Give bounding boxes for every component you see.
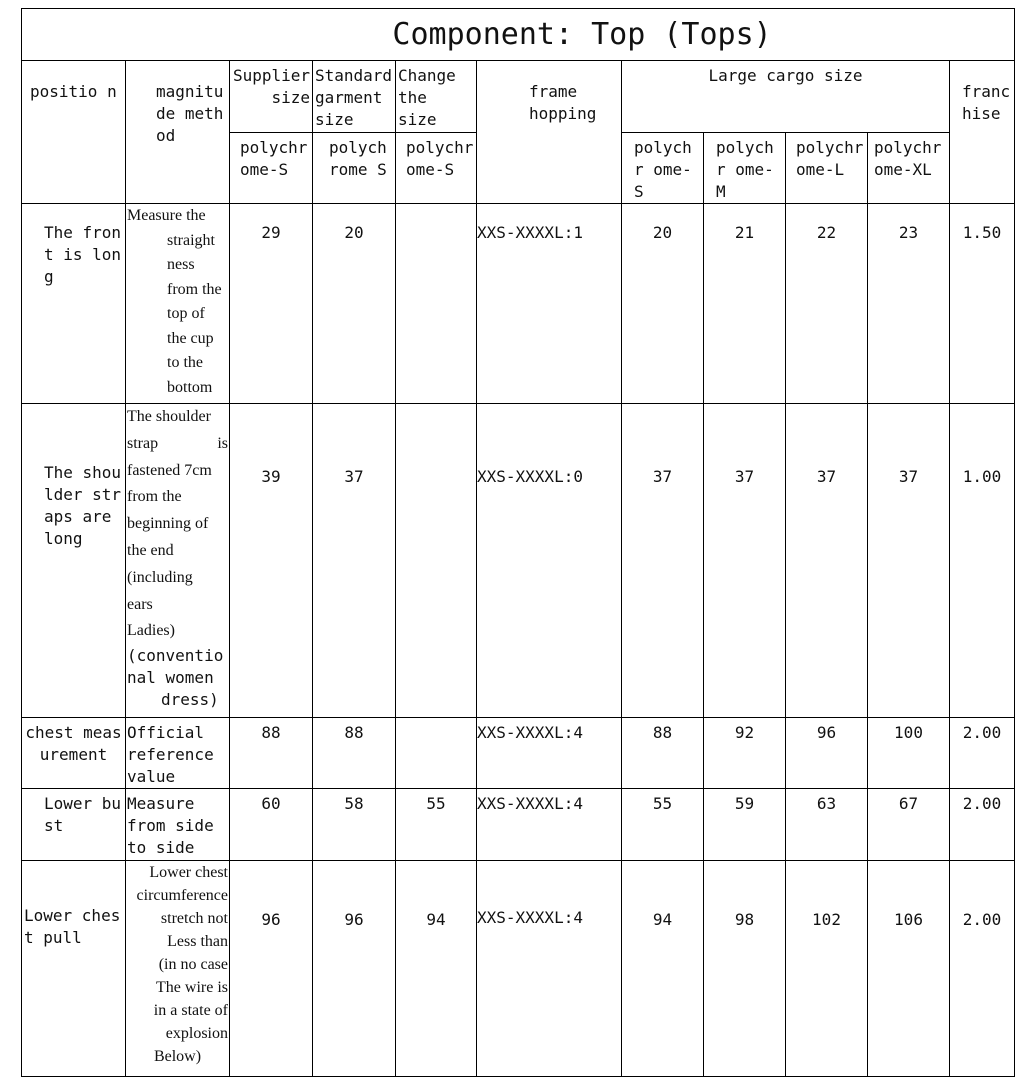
method-line: ness: [167, 256, 195, 273]
method-line: dress): [161, 690, 219, 710]
franchise-value: 2.00: [950, 789, 1015, 861]
size-l-value: 96: [786, 718, 868, 789]
size-xl-value: 67: [868, 789, 950, 861]
row-position: Lower chest pull: [22, 861, 126, 1077]
row-method: [126, 204, 230, 404]
method-line: strap is: [127, 434, 228, 452]
header-franchise: franc hise: [950, 61, 1015, 204]
method-line: Lower chest: [149, 864, 228, 881]
standard-value: 88: [313, 718, 396, 789]
method-line: (conventio: [127, 646, 224, 666]
subheader-supplier: polychr ome-S: [230, 133, 313, 204]
size-s-value: 37: [622, 404, 704, 718]
method-line: the cup: [167, 329, 214, 347]
method-line: the end: [127, 541, 174, 559]
frame-hopping-value: XXS-XXXXL:1: [477, 204, 622, 404]
subheader-standard: polych rome S: [313, 133, 396, 204]
size-l-value: 102: [786, 861, 868, 1077]
size-s-value: 94: [622, 861, 704, 1077]
change-value: [396, 204, 477, 404]
size-m-value: 21: [704, 204, 786, 404]
supplier-value: 39: [230, 404, 313, 718]
method-line: stretch not: [160, 910, 228, 927]
header-frame-hopping: frame hopping: [477, 61, 622, 204]
table-row: [22, 718, 1015, 789]
method-line: beginning of: [127, 515, 209, 533]
header-change-size: Change the size: [396, 61, 477, 133]
header-standard-size: Standard garment size: [313, 61, 396, 133]
franchise-value: 1.00: [950, 404, 1015, 718]
method-line: nal women: [127, 668, 214, 688]
subheader-size-l: polychr ome-L: [786, 133, 868, 204]
franchise-value: 1.50: [950, 204, 1015, 404]
table-row: [22, 861, 1015, 1077]
frame-hopping-value: XXS-XXXXL:4: [477, 861, 622, 1077]
table-row: [22, 404, 1015, 718]
method-line: circumference: [136, 887, 228, 904]
subheader-size-xl: polychr ome-XL: [868, 133, 950, 204]
method-line: reference: [127, 745, 214, 764]
supplier-value: 96: [230, 861, 313, 1077]
method-line: (in no case: [158, 956, 228, 973]
size-m-value: 98: [704, 861, 786, 1077]
frame-hopping-value: XXS-XXXXL:4: [477, 789, 622, 861]
row-method: [126, 718, 230, 789]
table-row: [22, 789, 1015, 861]
size-l-value: 37: [786, 404, 868, 718]
size-s-value: 55: [622, 789, 704, 861]
supplier-value: 29: [230, 204, 313, 404]
method-line: Official: [127, 723, 205, 742]
method-line: Less than: [167, 933, 228, 950]
standard-value: 37: [313, 404, 396, 718]
row-position: Lower bust: [22, 789, 126, 861]
row-method: [126, 404, 230, 718]
row-method: [126, 861, 230, 1077]
size-l-value: 63: [786, 789, 868, 861]
size-s-value: 88: [622, 718, 704, 789]
size-xl-value: 106: [868, 861, 950, 1077]
header-supplier-size: Supplier size: [230, 61, 313, 133]
size-xl-value: 37: [868, 404, 950, 718]
standard-value: 58: [313, 789, 396, 861]
standard-value: 20: [313, 204, 396, 404]
method-line: straight: [167, 231, 215, 249]
header-position: positio n: [22, 61, 126, 204]
size-m-value: 37: [704, 404, 786, 718]
method-line: from side: [127, 816, 214, 835]
size-spec-table: [21, 8, 1015, 1077]
method-line: from the: [127, 488, 182, 506]
subheader-size-m: polychr ome-M: [704, 133, 786, 204]
franchise-value: 2.00: [950, 861, 1015, 1077]
method-line: top of: [167, 305, 205, 322]
row-position: The shoulder straps are long: [22, 404, 126, 718]
header-method: magnitu de method: [126, 61, 230, 204]
supplier-value: 60: [230, 789, 313, 861]
method-line: value: [127, 767, 176, 786]
spec-sheet: [21, 8, 1014, 1065]
method-line: The wire is: [156, 979, 228, 996]
size-m-value: 92: [704, 718, 786, 789]
size-m-value: 59: [704, 789, 786, 861]
method-line: Measure: [127, 794, 195, 813]
method-line: explosion: [165, 1025, 228, 1042]
change-value: [396, 718, 477, 789]
method-line: from the: [167, 280, 222, 298]
method-line: Ladies): [127, 622, 175, 640]
row-method: [126, 789, 230, 861]
standard-value: 96: [313, 861, 396, 1077]
size-xl-value: 23: [868, 204, 950, 404]
size-l-value: 22: [786, 204, 868, 404]
frame-hopping-value: XXS-XXXXL:4: [477, 718, 622, 789]
subheader-size-s: polychr ome-S: [622, 133, 704, 204]
method-line: bottom: [167, 378, 213, 396]
subheader-change: polychr ome-S: [396, 133, 477, 204]
method-line: (including: [127, 568, 193, 586]
table-title: Component: Top (Tops): [22, 9, 1015, 61]
change-value: [396, 404, 477, 718]
franchise-value: 2.00: [950, 718, 1015, 789]
supplier-value: 88: [230, 718, 313, 789]
size-s-value: 20: [622, 204, 704, 404]
method-line: Measure the: [127, 207, 206, 224]
method-line: fastened 7cm: [127, 461, 212, 479]
row-position: chest measurement: [22, 718, 126, 789]
row-position: The front is long: [22, 204, 126, 404]
size-xl-value: 100: [868, 718, 950, 789]
method-line: The shoulder: [127, 408, 211, 425]
change-value: 55: [396, 789, 477, 861]
method-line: in a state of: [153, 1002, 228, 1019]
method-line: to side: [127, 838, 195, 857]
method-line: to the: [167, 354, 203, 371]
method-line: Below): [153, 1048, 202, 1065]
frame-hopping-value: XXS-XXXXL:0: [477, 404, 622, 718]
table-row: [22, 204, 1015, 404]
method-line: ears: [127, 595, 153, 613]
header-large-cargo-size: Large cargo size: [622, 61, 950, 133]
change-value: 94: [396, 861, 477, 1077]
